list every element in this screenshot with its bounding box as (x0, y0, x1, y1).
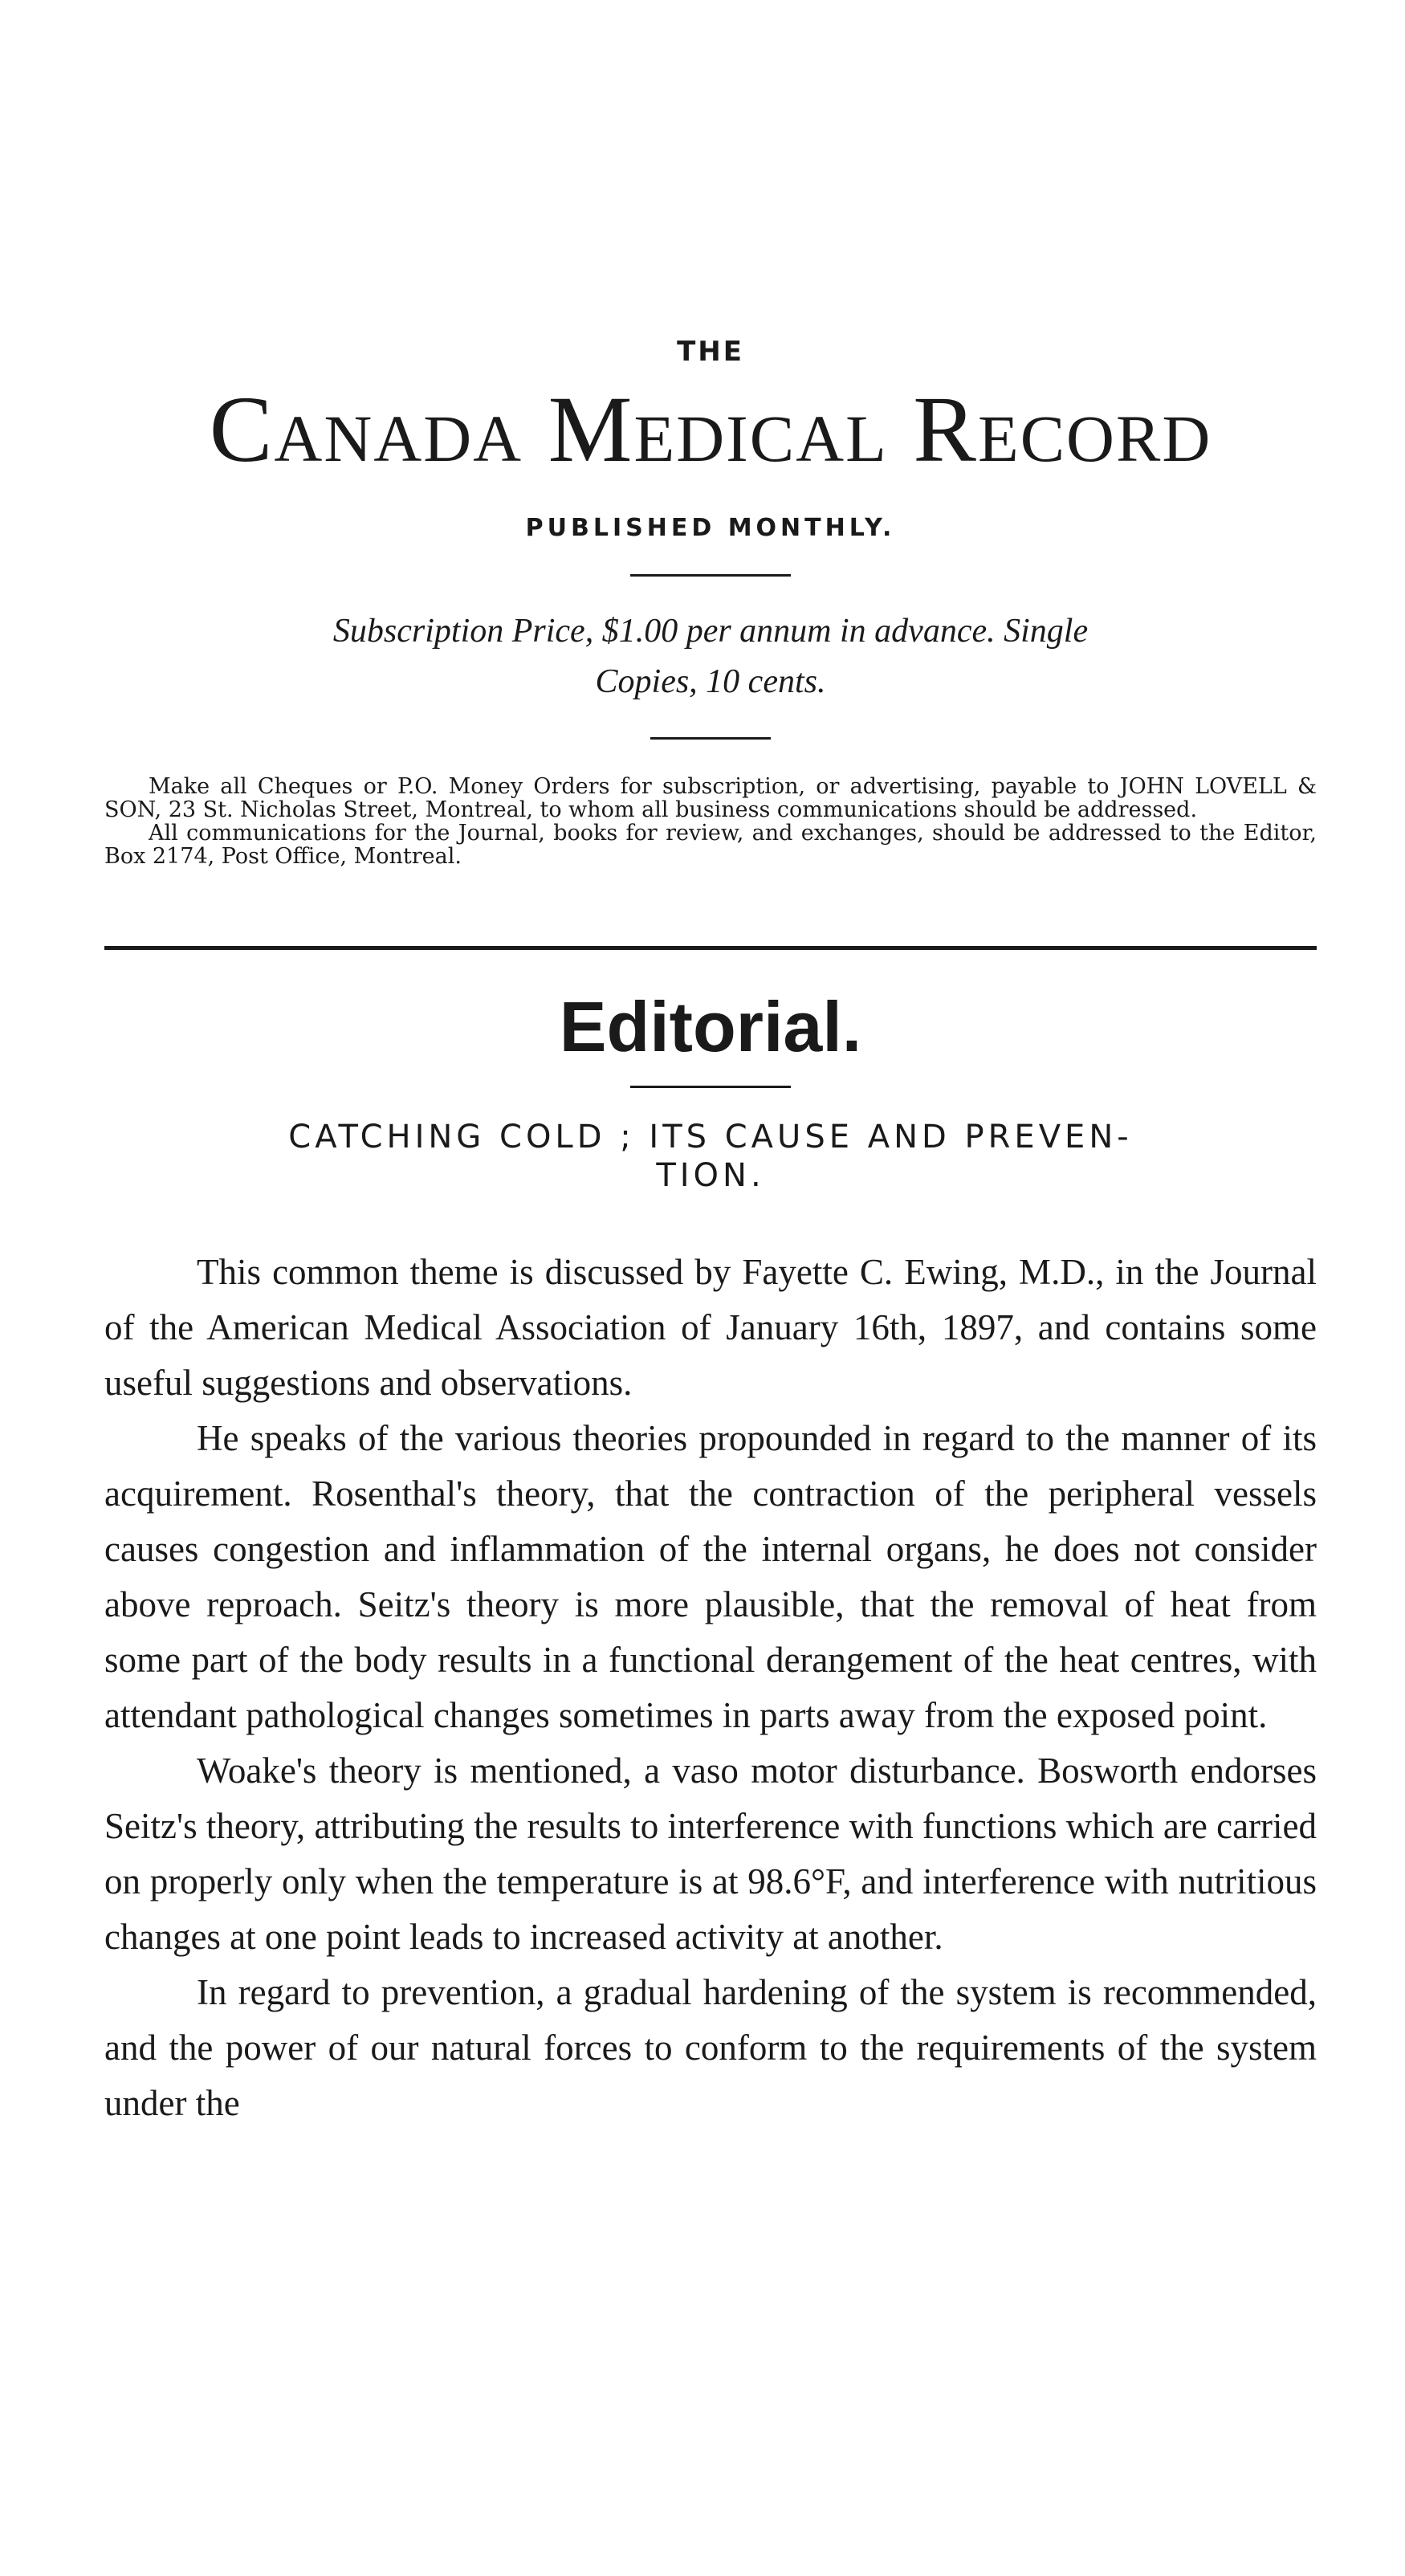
divider-rule (650, 737, 771, 740)
article-title-line-2: TION. (656, 1157, 765, 1194)
article-title-line-1: CATCHING COLD ; ITS CAUSE AND PREVEN- (288, 1119, 1133, 1156)
divider-rule (630, 1086, 791, 1088)
subscription-line-1: Subscription Price, $1.00 per annum in advance. Single (332, 613, 1089, 650)
notice-payment: Make all Cheques or P.O. Money Orders for subscription, or advertising, payable to JOHN LOVELL & SON, 23 St. Nicholas Street, Montreal, to whom all business communications should be addressed. (104, 774, 1317, 823)
paragraph: In regard to prevention, a gradual hardening of the system is recommended, and the power of our natural forces to conform to the requirements of the system under the (104, 1972, 1317, 2123)
paragraph: This common theme is discussed by Fayette C. Ewing, M.D., in the Journal of the American Medical Association of January 16th, 1897, and contains some useful suggestions and observations. (104, 1252, 1317, 1403)
subscription-line-2: Copies, 10 cents. (595, 663, 826, 700)
section-title: Editorial. (559, 987, 862, 1066)
masthead-the: THE (677, 336, 744, 368)
header-rule (104, 946, 1317, 950)
paragraph: He speaks of the various theories propounded in regard to the manner of its acquirement. Rosenthal's theory, that the contraction of the peripheral vessels causes congestion and inflammation of the internal organs, he does not consider above reproach. Seitz's theory is more plausible, that the removal of heat from some part of the body results in a functional derangement of the heat centres, with attendant pathological changes sometimes in parts away from the exposed point. (104, 1418, 1317, 1735)
notice-editor: All communications for the Journal, books for review, and exchanges, should be addressed to the Editor, Box 2174, Post Office, Montreal. (104, 821, 1317, 870)
article-title (104, 1118, 1317, 1195)
divider-rule (630, 574, 791, 577)
subscription-info (153, 606, 1269, 707)
publisher-notice (104, 775, 1317, 869)
journal-title: Canada Medical Record (209, 377, 1212, 482)
published-monthly: PUBLISHED MONTHLY. (525, 514, 896, 542)
article-body (104, 1245, 1317, 2131)
paragraph: Woake's theory is mentioned, a vaso motor disturbance. Bosworth endorses Seitz's theory, attributing the results to interference with functions which are carried on properly only when the temperature is at 98.6°F, and interference with nutritious changes at one point leads to increased activity at another. (104, 1751, 1317, 1957)
